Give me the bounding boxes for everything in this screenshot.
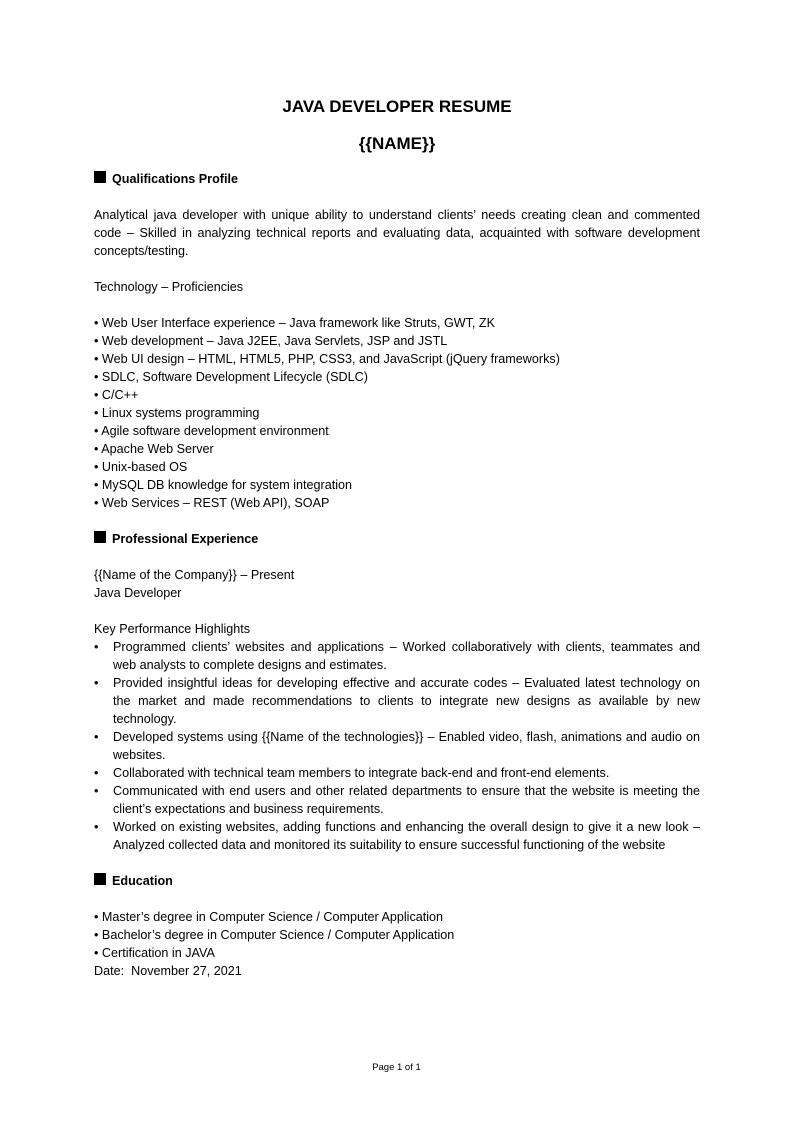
technology-item-text: Web User Interface experience – Java framework like Struts, GWT, ZK	[101, 316, 496, 330]
section-square-icon	[94, 873, 106, 885]
education-item	[94, 944, 700, 962]
highlight-item	[94, 638, 700, 674]
bullet-icon: •	[94, 334, 99, 348]
section-square-icon	[94, 171, 106, 183]
highlight-text: Worked on existing websites, adding functions and enhancing the overall design to give it a new look – Analyzed collected data and monitored its suitability to ensure successful functioning of the website	[113, 820, 700, 852]
qualifications-heading-label: Qualifications Profile	[112, 172, 238, 186]
education-item-text: Certification in JAVA	[101, 946, 215, 960]
bullet-icon: •	[94, 730, 99, 744]
highlight-text: Programmed clients’ websites and applications – Worked collaboratively with clients, teammates and web analysts to complete designs and estimates.	[113, 640, 700, 672]
education-item-text: Master’s degree in Computer Science / Computer Application	[101, 910, 444, 924]
bullet-icon: •	[94, 370, 99, 384]
company-line: {{Name of the Company}} – Present	[94, 568, 295, 582]
page-footer: Page 1 of 1	[372, 1062, 421, 1073]
bullet-icon: •	[94, 784, 99, 798]
highlight-item	[94, 674, 700, 728]
experience-heading-label: Professional Experience	[112, 532, 259, 546]
bullet-icon: •	[94, 316, 99, 330]
date-label: Date:	[94, 964, 125, 978]
technology-item-text: Apache Web Server	[101, 442, 214, 456]
document-title: JAVA DEVELOPER RESUME	[282, 97, 512, 116]
highlight-text: Communicated with end users and other related departments to ensure that the website is meeting the client’s expectations and business requirements.	[113, 784, 700, 816]
date-line	[94, 962, 700, 980]
technology-item	[94, 494, 700, 512]
bullet-icon: •	[94, 352, 99, 366]
bullet-icon: •	[94, 928, 99, 942]
highlight-item	[94, 782, 700, 818]
technology-item-text: C/C++	[101, 388, 139, 402]
bullet-icon: •	[94, 478, 99, 492]
technology-item-text: Unix-based OS	[101, 460, 188, 474]
highlight-text: Provided insightful ideas for developing effective and accurate codes – Evaluated latest technology on the market and made recommendations to clients to integrate new designs as available by new technology.	[113, 676, 700, 726]
candidate-name: {{NAME}}	[358, 134, 436, 153]
education-item	[94, 926, 700, 944]
technology-item-text: Linux systems programming	[101, 406, 260, 420]
job-role: Java Developer	[94, 586, 182, 600]
technology-item-text: Web Services – REST (Web API), SOAP	[101, 496, 330, 510]
technology-item-text: Web UI design – HTML, HTML5, PHP, CSS3, and JavaScript (jQuery frameworks)	[101, 352, 560, 366]
bullet-icon: •	[94, 766, 99, 780]
bullet-icon: •	[94, 496, 99, 510]
bullet-icon: •	[94, 910, 99, 924]
bullet-icon: •	[94, 442, 99, 456]
education-heading	[94, 872, 700, 890]
education-list	[94, 908, 700, 962]
technology-item	[94, 404, 700, 422]
experience-heading	[94, 530, 700, 548]
bullet-icon: •	[94, 460, 99, 474]
highlight-text: Developed systems using {{Name of the technologies}} – Enabled video, flash, animations and audio on websites.	[113, 730, 700, 762]
bullet-icon: •	[94, 640, 99, 654]
highlights-list	[94, 638, 700, 854]
date-value: November 27, 2021	[131, 964, 242, 978]
technology-item	[94, 422, 700, 440]
technology-item	[94, 332, 700, 350]
resume-page	[94, 96, 700, 980]
technology-item	[94, 368, 700, 386]
highlight-text: Collaborated with technical team members to integrate back-end and front-end elements.	[113, 766, 610, 780]
technology-item-text: MySQL DB knowledge for system integration	[101, 478, 353, 492]
education-item-text: Bachelor’s degree in Computer Science / Computer Application	[101, 928, 455, 942]
bullet-icon: •	[94, 820, 99, 834]
technology-item	[94, 476, 700, 494]
technology-heading: Technology – Proficiencies	[94, 280, 244, 294]
highlight-item	[94, 728, 700, 764]
qualifications-summary: Analytical java developer with unique ability to understand clients’ needs creating clean and commented code – Skilled in analyzing technical reports and evaluating data, acquainted with software development concepts/testing.	[94, 208, 700, 258]
technology-item-text: Web development – Java J2EE, Java Servlets, JSP and JSTL	[101, 334, 448, 348]
technology-item	[94, 440, 700, 458]
highlight-item	[94, 764, 700, 782]
technology-item	[94, 458, 700, 476]
qualifications-heading	[94, 170, 700, 188]
technology-item-text: Agile software development environment	[101, 424, 329, 438]
technology-item	[94, 314, 700, 332]
bullet-icon: •	[94, 946, 99, 960]
technology-item	[94, 386, 700, 404]
technology-item-text: SDLC, Software Development Lifecycle (SDLC)	[101, 370, 368, 384]
technology-list	[94, 314, 700, 512]
kph-heading: Key Performance Highlights	[94, 622, 251, 636]
bullet-icon: •	[94, 406, 99, 420]
highlight-item	[94, 818, 700, 854]
bullet-icon: •	[94, 424, 99, 438]
education-item	[94, 908, 700, 926]
section-square-icon	[94, 531, 106, 543]
bullet-icon: •	[94, 388, 99, 402]
education-heading-label: Education	[112, 874, 173, 888]
technology-item	[94, 350, 700, 368]
bullet-icon: •	[94, 676, 99, 690]
